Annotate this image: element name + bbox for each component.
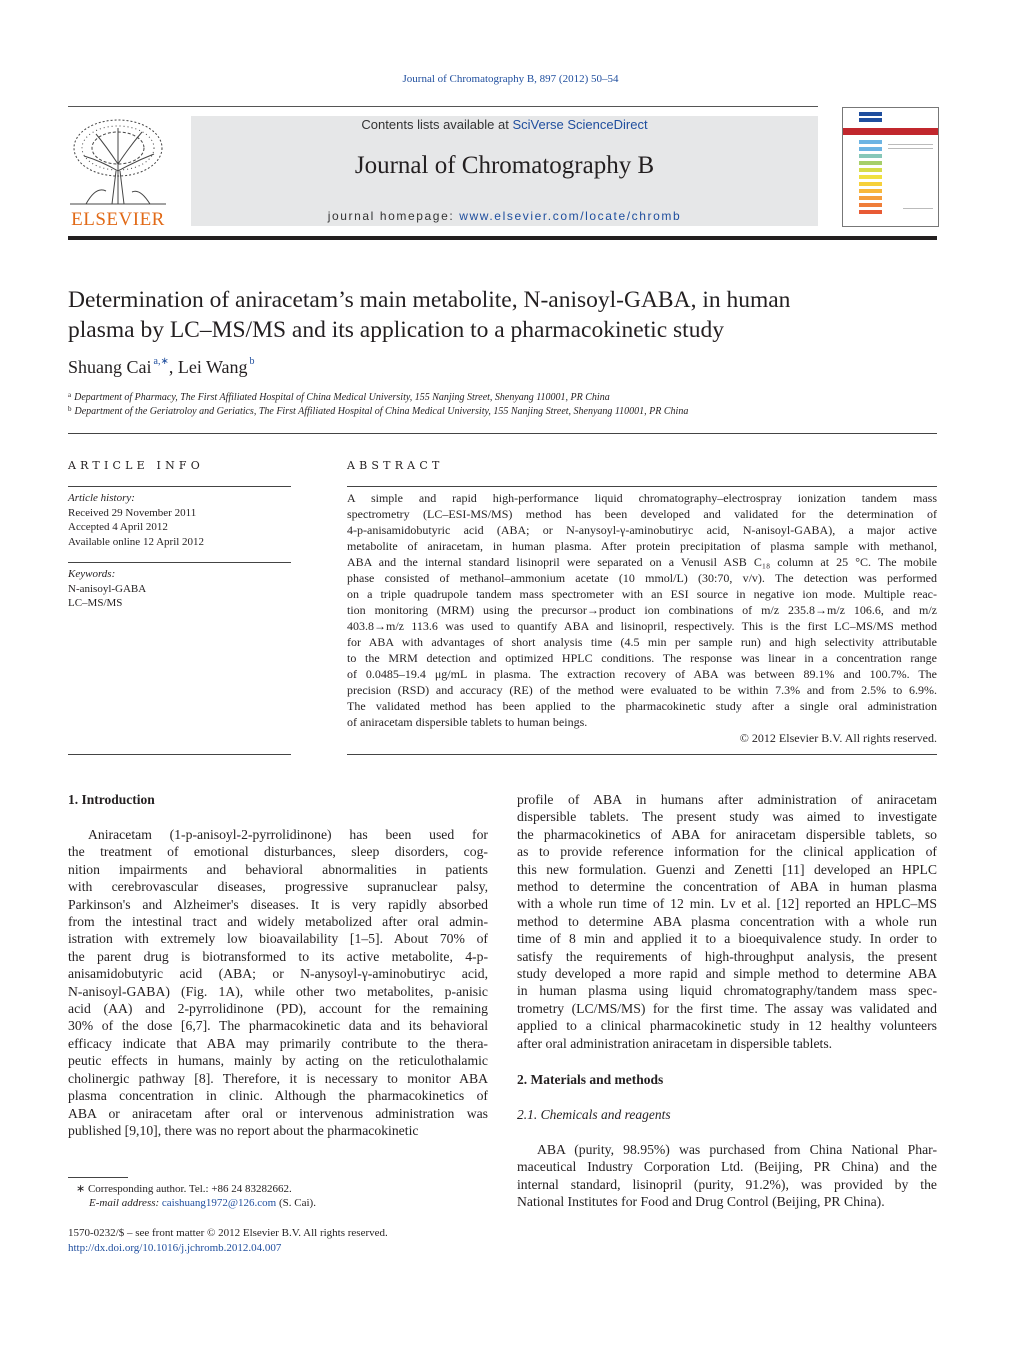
cover-bar (859, 147, 882, 151)
history-label: Article history: (68, 492, 135, 504)
cover-bar (859, 154, 882, 158)
section-heading-introduction: 1. Introduction (68, 792, 155, 807)
footnote-rule (68, 1177, 128, 1178)
cover-bar (859, 168, 882, 172)
body-text-line: cholinergic pathway [8]. Therefore, it is necessary to monitor ABA (68, 1070, 488, 1086)
divider (68, 754, 291, 755)
keyword: N-anisoyl-GABA (68, 582, 147, 595)
abstract-line: tion monitoring (MRM) using the precursor→product ion combinations of m/z 235.8→m/z 106.6, and m/z (347, 603, 937, 617)
body-text-line: trometry (LC/MS/MS) for the first time. The assay was validated and (517, 1000, 937, 1016)
body-text-line: profile of ABA in humans after administration of aniracetam (517, 792, 937, 807)
cover-text-line (903, 208, 933, 209)
body-text-line: study developed a more rapid and simple method to determine ABA (517, 966, 937, 982)
abstract-line: spectrometry (LC–ESI-MS/MS) method has been developed and validated for the determination of (347, 507, 937, 521)
cover-title-band (843, 128, 938, 135)
title-line: Determination of aniracetam’s main metabolite, N-anisoyl-GABA, in human (68, 287, 791, 313)
author-affiliation-mark[interactable]: a,∗ (153, 356, 169, 367)
homepage-link[interactable]: www.elsevier.com/locate/chromb (459, 209, 682, 223)
abstract-line: to the MRM detection and optimized HPLC conditions. The response was linear in a concentration range (347, 651, 937, 665)
cover-text-line (888, 148, 933, 149)
body-text-line: time of 8 min and applied it to a bioequivalence study. In order to (517, 931, 937, 947)
cover-bar (859, 182, 882, 186)
article-history (68, 491, 204, 549)
abstract-line: phase consisted of methanol–ammonium acetate (10 mmol/L) (30:70, v/v). The detection was performed (347, 571, 937, 585)
body-text-line: internal standard, lisinopril (purity, 91.2%), was provided by the (517, 1176, 937, 1192)
abstract-line: 4-p-anisamidobutyric acid (ABA; or N-anysoyl-γ-aminobutiryc acid, N-anisoyl-GABA), a major active (347, 523, 937, 537)
contents-prefix: Contents lists available at (361, 117, 513, 132)
abstract-line: for ABA with advantages of short analysis time (4.5 min per sample run) and high selectivity attributable (347, 635, 937, 649)
body-text-line: with cerebrovascular diseases, progressive supranuclear palsy, (68, 879, 488, 895)
body-text-line: Parkinson's and Alzheimer's diseases. It is very rapidly absorbed (68, 896, 488, 912)
divider (68, 486, 291, 487)
keywords-label: Keywords: (68, 568, 116, 580)
body-text-line: dispersible tablets. The present study was aimed to investigate (517, 809, 937, 825)
body-text-line: this new formulation. Guenzi and Zenetti [11] developed an HPLC (517, 861, 937, 877)
cover-bar (859, 189, 882, 193)
abstract-line: ABA and the internal standard lisinopril were separated on a Venusil ASB C₁₈ column at 25 °C. The mobile (347, 555, 937, 569)
author-affiliation-mark[interactable]: b (249, 356, 255, 367)
affiliation-mark: b (68, 405, 72, 413)
abstract-line: metabolite of aniracetam, in human plasma. After protein precipitation of plasma sample with methanol, (347, 539, 937, 553)
cover-bar (859, 140, 882, 144)
divider (347, 486, 937, 487)
body-text-line: from the intestinal tract and widely metabolized after oral admin- (68, 914, 488, 930)
journal-title: Journal of Chromatography B (354, 152, 655, 179)
section-heading-materials: 2. Materials and methods (517, 1072, 664, 1087)
author-name: Shuang Cai (68, 357, 152, 377)
body-text-line: after oral administration aniracetam in dispersible tablets. (517, 1035, 833, 1051)
body-text-line: ABA (purity, 98.95%) was purchased from China National Phar- (537, 1142, 937, 1157)
doi-link[interactable]: http://dx.doi.org/10.1016/j.jchromb.2012.04.007 (68, 1242, 282, 1254)
body-text-line: with a whole run time of 12 min. Lv et al. [12] reported an HPLC–MS (517, 896, 937, 912)
affiliation-text: Department of the Geriatroloy and Geriatics, The First Affiliated Hospital of China Medical University, 155 Nanjing Street, Shenyang 110001, PR China (74, 406, 689, 417)
body-text-line: method to determine ABA plasma concentration with a whole run (517, 913, 937, 929)
body-text-line: National Institutes for Food and Drug Control (Beijing, PR China). (517, 1194, 885, 1210)
journal-reference[interactable]: Journal of Chromatography B, 897 (2012) 50–54 (402, 73, 619, 85)
corresponding-author-note: ∗ Corresponding author. Tel.: +86 24 83282662. (76, 1183, 292, 1195)
affiliation-a (68, 391, 610, 403)
elsevier-tree-icon (66, 116, 170, 208)
title-line: plasma by LC–MS/MS and its application to a pharmacokinetic study (68, 317, 724, 343)
affiliation-b (68, 405, 688, 417)
body-text-line: maceutical Industry Corporation Ltd. (Beijing, PR China) and the (517, 1159, 937, 1175)
abstract-line: on a triple quadrupole tandem mass spectrometer with an ESI source in negative ion mode. Multiple reac- (347, 587, 937, 601)
elsevier-logo (66, 116, 170, 228)
chemicals-text (517, 1141, 937, 1211)
abstract-line: A simple and rapid high-performance liquid chromatography–electrospray ionization tandem mass (347, 491, 937, 505)
body-text-line: acid (AA) and 2-pyrrolidinone (PD), account for the remaining (68, 1001, 488, 1017)
email-note (89, 1196, 316, 1210)
author-list (68, 356, 255, 378)
contents-line (191, 117, 818, 132)
journal-header-box (191, 116, 818, 226)
cover-bar (859, 161, 882, 165)
issn-line: 1570-0232/$ – see front matter © 2012 Elsevier B.V. All rights reserved. (68, 1227, 388, 1239)
body-text-line: the pharmacokinetics of ABA for aniracetam dispersible tablets, so (517, 826, 937, 842)
journal-homepage (191, 209, 818, 223)
divider (347, 754, 937, 755)
abstract-line: The validated method has been applied to the pharmacokinetic study after a single oral administration (347, 699, 937, 713)
homepage-prefix: journal homepage: (327, 209, 460, 223)
body-text-line: as to provide reference information for the clinical application of (517, 844, 937, 860)
body-text-line: the treatment of emotional disturbances, sleep disorders, cog- (68, 844, 488, 860)
introduction-text (68, 826, 488, 1139)
body-text-line: anisamidobutyric acid (ABA; or N-anysoyl-γ-aminobutiryc acid, (68, 966, 488, 982)
author-separator: , (168, 357, 178, 377)
online-date: Available online 12 April 2012 (68, 535, 205, 548)
cover-bar (859, 210, 882, 214)
body-text-line: peutic effects in humans, mainly by acting on the reticulothalamic (68, 1053, 488, 1069)
affiliation-mark: a (68, 391, 72, 399)
body-text-line: applied to a clinical pharmacokinetic study in 12 healthy volunteers (517, 1018, 937, 1034)
body-text-line: plasma concentration in clinic. Although the pharmacokinetics of (68, 1088, 488, 1104)
body-text-line: the parent drug is biotransformed to its active metabolite, 4-p- (68, 948, 488, 964)
author-name: Lei Wang (177, 357, 248, 377)
keyword: LC–MS/MS (68, 597, 123, 609)
email-label: E-mail address: (89, 1197, 162, 1209)
abstract-line: precision (RSD) and accuracy (RE) of the method were evaluated to be within 7.3% and from 2.5% to 6.9%. (347, 683, 937, 697)
cover-bar (859, 196, 882, 200)
body-text-line: N-anisoyl-GABA) (Fig. 1A), while other two metabolites, p-anisic (68, 983, 488, 999)
journal-cover-thumbnail[interactable] (842, 107, 939, 227)
cover-bar (859, 118, 882, 122)
body-text-line: nition impairments and behavioral abnormalities in patients (68, 861, 488, 877)
cover-bar (859, 112, 882, 116)
subsection-heading-chemicals: 2.1. Chemicals and reagents (517, 1107, 671, 1122)
article-info-heading: ARTICLE INFO (68, 459, 204, 472)
body-text-line: satisfy the requirements of high-throughput analysis, the present (517, 948, 937, 964)
header-thick-rule (68, 236, 937, 240)
divider (68, 433, 937, 434)
abstract-line: of 0.0485–19.4 μg/mL in plasma. The extraction recovery of ABA was between 89.1% and 100.7%. The (347, 667, 937, 681)
body-text-line: in human plasma using liquid chromatography/tandem mass spec- (517, 983, 937, 999)
header-rule (68, 106, 818, 107)
abstract-text (347, 490, 937, 730)
introduction-continued-text (517, 791, 937, 1052)
body-text-line: istration with extremely low bioavailability [1–5]. About 70% of (68, 931, 488, 947)
body-text-line: efficacy indicate that ABA may primarily contribute to the thera- (68, 1035, 488, 1051)
body-text-line: method to determine the concentration of ABA in human plasma (517, 879, 937, 895)
body-text-line: Aniracetam (1-p-anisoyl-2-pyrrolidinone) has been used for (88, 827, 488, 842)
email-link[interactable]: caishuang1972@126.com (161, 1197, 277, 1209)
abstract-heading: ABSTRACT (347, 459, 444, 472)
body-text-line: 30% of the dose [6,7]. The pharmacokinetic data and its behavioral (68, 1018, 488, 1034)
keywords (68, 567, 146, 611)
cover-bar (859, 203, 882, 207)
elsevier-wordmark: ELSEVIER (71, 209, 165, 230)
abstract-line: of aniracetam dispersible tablets to human beings. (347, 715, 588, 729)
abstract-copyright: © 2012 Elsevier B.V. All rights reserved. (739, 731, 937, 745)
cover-text-line (888, 144, 933, 145)
divider (68, 562, 291, 563)
accepted-date: Accepted 4 April 2012 (68, 521, 168, 533)
abstract-line: 403.8→m/z 113.6 was used to quantify ABA and lisinopril, respectively. This is the first LC–MS/MS method (347, 619, 937, 633)
body-text-line: ABA or aniracetam after oral or intervenous administration was (68, 1105, 488, 1121)
cover-bar (859, 175, 882, 179)
article-title (68, 285, 938, 345)
body-text-line: published [9,10], there was no report about the pharmacokinetic (68, 1122, 419, 1138)
affiliation-text: Department of Pharmacy, The First Affiliated Hospital of China Medical University, 155 Nanjing Street, Shenyang 110001, PR China (74, 392, 610, 403)
received-date: Received 29 November 2011 (68, 506, 197, 519)
email-suffix: (S. Cai). (276, 1197, 316, 1209)
sciencedirect-link[interactable]: SciVerse ScienceDirect (512, 117, 648, 132)
